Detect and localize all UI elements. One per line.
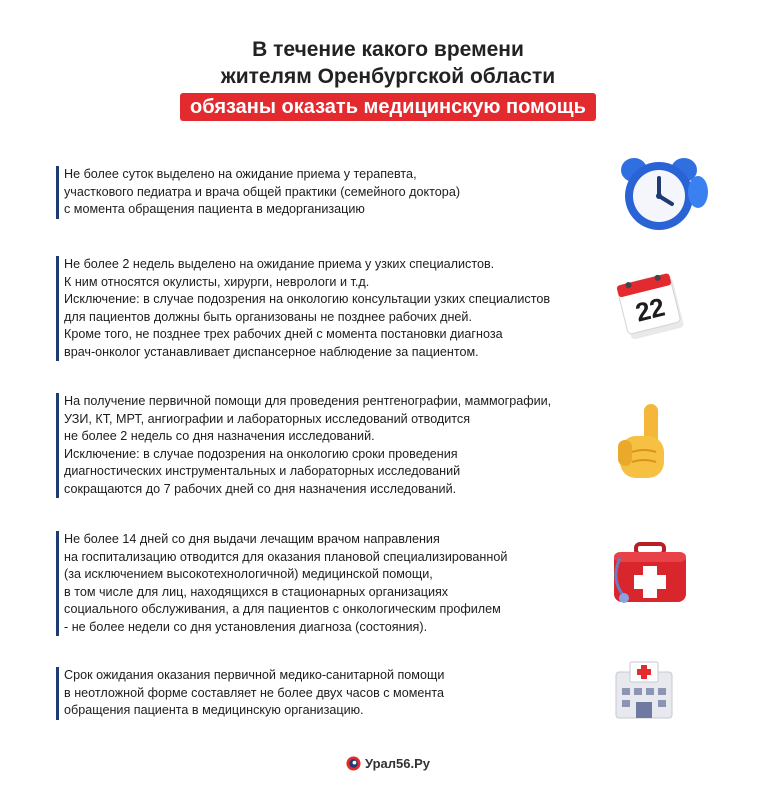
info-block-1 <box>56 166 584 219</box>
brand-name[interactable]: Урал56.Ру <box>365 756 430 771</box>
info-block-2 <box>56 256 584 361</box>
text-line: Не более суток выделено на ожидание приема у терапевта, <box>64 167 417 181</box>
text-line: К ним относятся окулисты, хирурги, неврологи и т.д. <box>64 274 370 289</box>
text-line: социального обслуживания, а для пациентов с онкологическим профилем <box>64 602 501 616</box>
text-line: - не более недели со дня установления диагноза (состояния). <box>64 619 428 634</box>
header <box>0 36 776 121</box>
text-line: диагностических инструментальных и лабораторных исследований <box>64 464 461 478</box>
text-line: На получение первичной помощи для проведения рентгенографии, маммографии, <box>64 394 552 408</box>
text-line: участкового педиатра и врача общей практики (семейного доктора) <box>64 184 461 199</box>
calendar-number: 22 <box>632 291 668 328</box>
title-line-2: жителям Оренбургской области <box>220 65 556 88</box>
text-line: обращения пациента в медицинскую организацию. <box>64 703 364 717</box>
text-line: Исключение: в случае подозрения на онкологию консультации узких специалистов <box>64 292 551 306</box>
text-line: на госпитализацию отводится для оказания плановой специализированной <box>64 549 508 564</box>
first-aid-kit-icon <box>606 540 696 610</box>
text-line: Не более 2 недель выделено на ожидание приема у узких специалистов. <box>64 257 495 271</box>
text-line: Срок ожидания оказания первичной медико-санитарной помощи <box>64 668 445 682</box>
text-line: Не более 14 дней со дня выдачи лечащим врачом направления <box>64 532 440 546</box>
title-highlight: обязаны оказать медицинскую помощь <box>180 93 596 121</box>
text-line: УЗИ, КТ, МРТ, ангиографии и лабораторных исследований отводится <box>64 411 471 426</box>
brand-logo-icon <box>346 756 361 771</box>
info-block-3 <box>56 393 584 498</box>
text-line: в том числе для лиц, находящихся в стационарных организациях <box>64 584 449 599</box>
title-line-1: В течение какого времени <box>252 38 524 61</box>
text-line: с момента обращения пациента в медорганизацию <box>64 202 365 216</box>
info-block-4 <box>56 531 584 636</box>
calendar-icon <box>612 268 692 342</box>
info-block-5 <box>56 667 584 720</box>
text-line: в неотложной форме составляет не более двух часов с момента <box>64 685 444 700</box>
alarm-clock-icon <box>612 150 712 234</box>
text-line: (за исключением высокотехнологичной) медицинской помощи, <box>64 567 433 581</box>
text-line: Исключение: в случае подозрения на онкологию сроки проведения <box>64 446 458 461</box>
hospital-icon <box>612 658 676 720</box>
text-line: Кроме того, не позднее трех рабочих дней с момента постановки диагноза <box>64 327 503 341</box>
text-line: врач-онколог устанавливает диспансерное наблюдение за пациентом. <box>64 344 479 359</box>
text-line: сокращаются до 7 рабочих дней со дня назначения исследований. <box>64 481 457 496</box>
text-line: не более 2 недель со дня назначения исследований. <box>64 429 375 443</box>
text-line: для пациентов должны быть организованы не позднее рабочих дней. <box>64 309 472 324</box>
footer <box>0 756 776 771</box>
pointing-finger-icon <box>612 402 672 484</box>
